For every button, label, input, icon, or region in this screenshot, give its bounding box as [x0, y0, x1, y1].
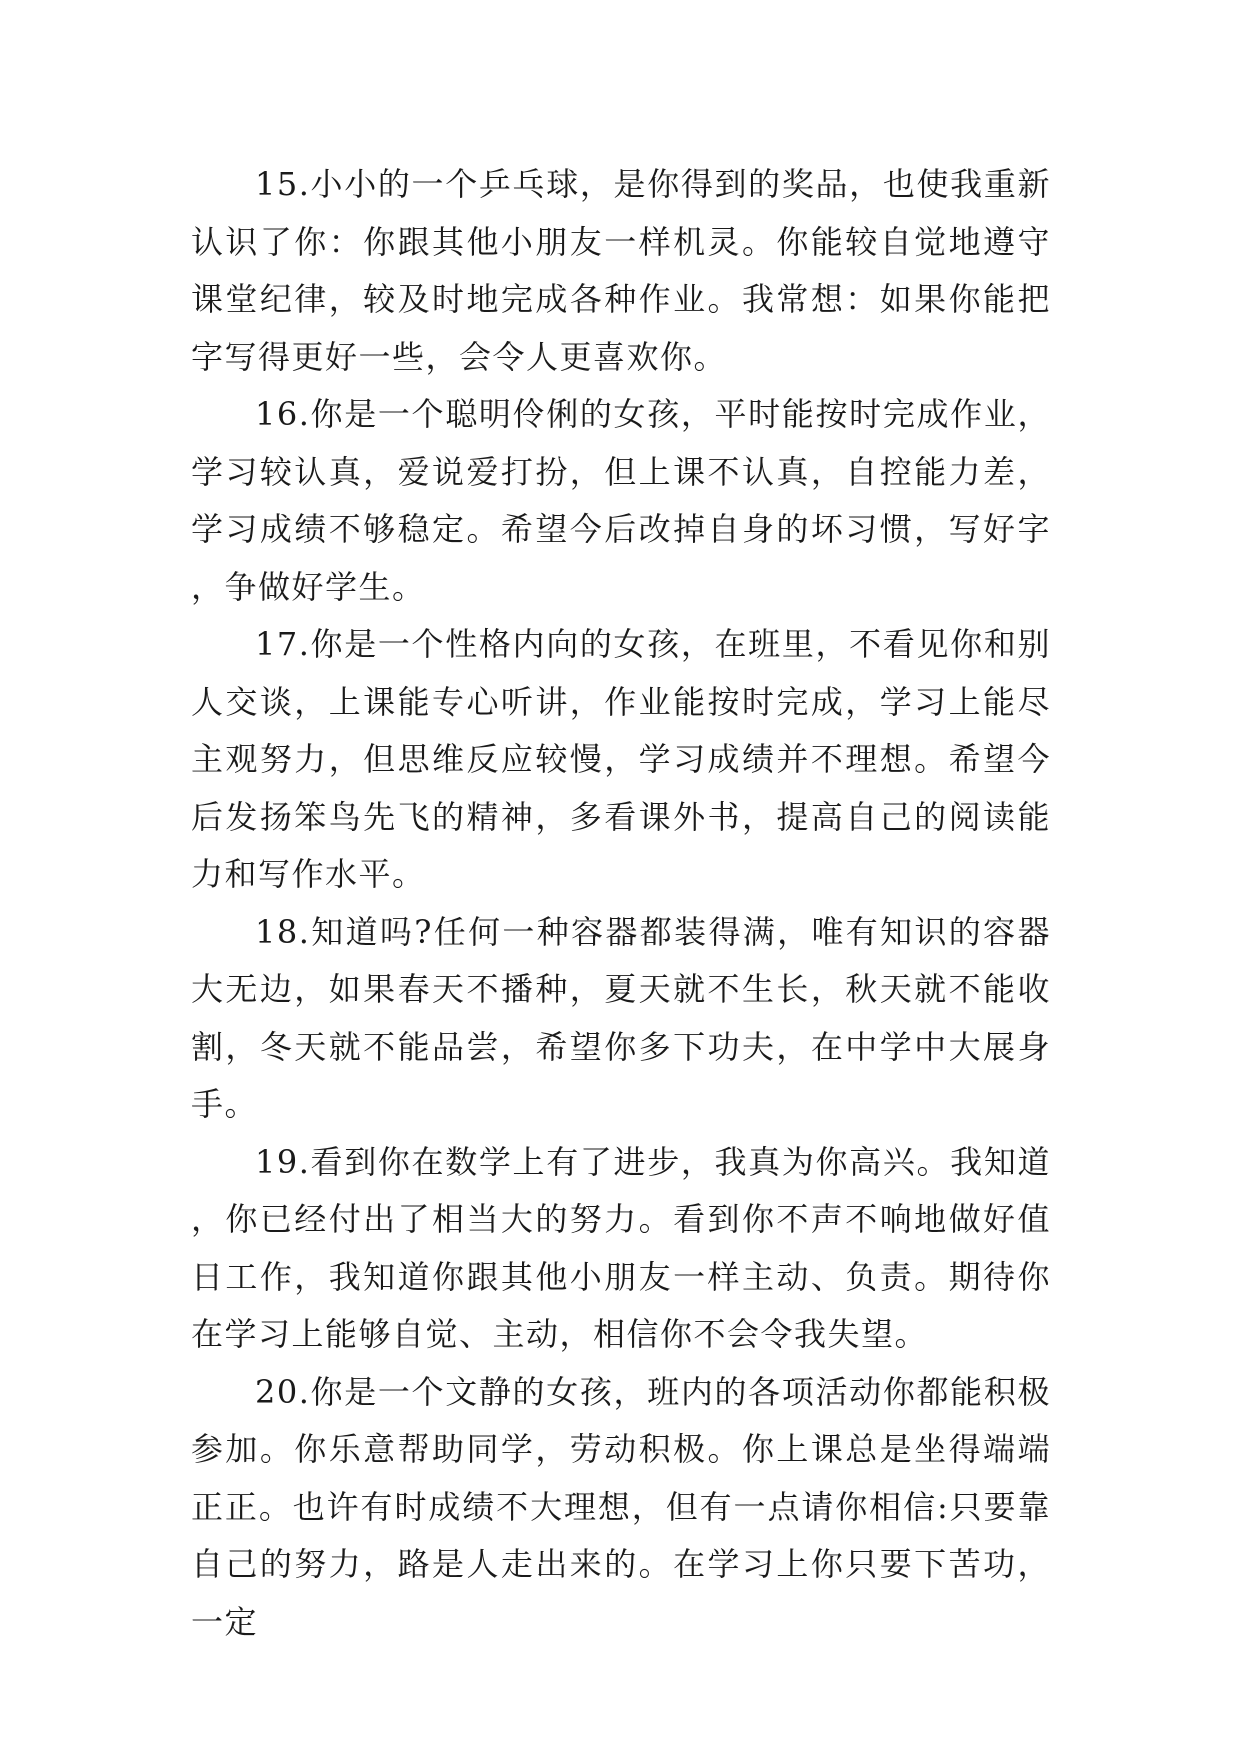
- comment-paragraph-18: 18.知道吗?任何一种容器都装得满，唯有知识的容器大无边，如果春天不播种，夏天就不生长，秋天就不能收割，冬天就不能品尝，希望你多下功夫，在中学中大展身手。: [191, 912, 1051, 1123]
- comment-paragraph-19: 19.看到你在数学上有了进步，我真为你高兴。我知道，你已经付出了相当大的努力。看到你不声不响地做好值日工作，我知道你跟其他小朋友一样主动、负责。期待你在学习上能够自觉、主动，相信你不会令我失望。: [191, 1142, 1051, 1353]
- comment-paragraph-15: 15.小小的一个乒乓球，是你得到的奖品，也使我重新认识了你：你跟其他小朋友一样机灵。你能较自觉地遵守课堂纪律，较及时地完成各种作业。我常想：如果你能把字写得更好一些，会令人更喜欢你。: [191, 165, 1051, 376]
- comment-paragraph-17: 17.你是一个性格内向的女孩，在班里，不看见你和别人交谈，上课能专心听讲，作业能按时完成，学习上能尽主观努力，但思维反应较慢，学习成绩并不理想。希望今后发扬笨鸟先飞的精神，多看课外书，提高自己的阅读能力和写作水平。: [191, 625, 1051, 893]
- comment-paragraph-16: 16.你是一个聪明伶俐的女孩，平时能按时完成作业，学习较认真，爱说爱打扮，但上课不认真，自控能力差，学习成绩不够稳定。希望今后改掉自身的坏习惯，写好字，争做好学生。: [191, 395, 1051, 606]
- document-body: [191, 156, 1051, 1651]
- comment-paragraph-20: 20.你是一个文静的女孩，班内的各项活动你都能积极参加。你乐意帮助同学，劳动积极。你上课总是坐得端端正正。也许有时成绩不大理想，但有一点请你相信:只要靠自己的努力，路是人走出来的。在学习上你只要下苦功，一定: [191, 1372, 1051, 1641]
